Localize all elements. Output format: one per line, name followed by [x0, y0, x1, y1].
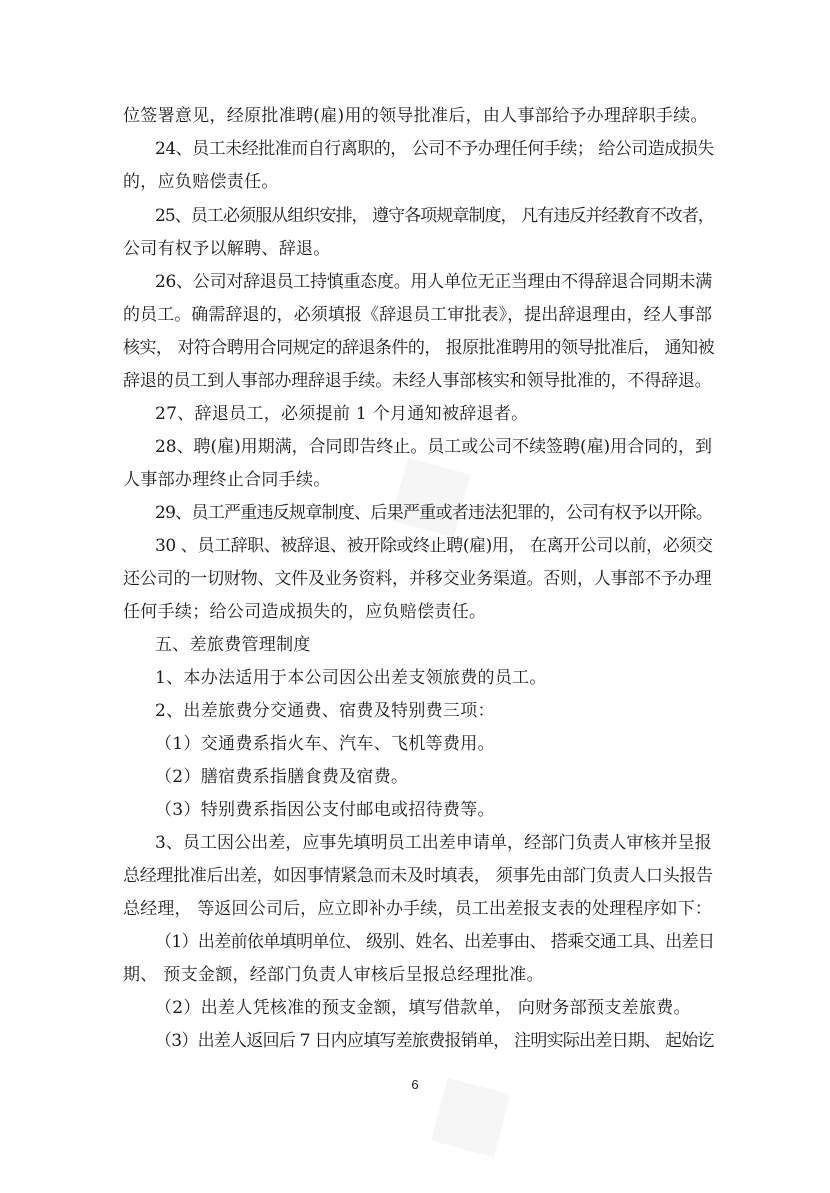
- text-line: （2）出差人凭核准的预支金额，填写借款单， 向财务部预支差旅费。: [155, 998, 691, 1018]
- text-line: 28、聘(雇)用期满，合同即告终止。员工或公司不续签聘(雇)用合同的，到: [155, 437, 712, 457]
- text-line: （3）出差人返回后 7 日内应填写差旅费报销单， 注明实际出差日期、 起始讫: [155, 1031, 714, 1051]
- text-line: 公司有权予以解聘、辞退。: [123, 239, 331, 259]
- text-line: 3、员工因公出差，应事先填明员工出差申请单，经部门负责人审核并呈报: [155, 833, 712, 853]
- text-line: 27、辞退员工，必须提前 1 个月通知被辞退者。: [155, 404, 529, 424]
- text-line: （1）交通费系指火车、汽车、飞机等费用。: [155, 734, 495, 754]
- section-heading: 五、差旅费管理制度: [155, 635, 311, 655]
- text-line: 任何手续；给公司造成损失的，应负赔偿责任。: [123, 602, 487, 622]
- text-line: 核实， 对符合聘用合同规定的辞退条件的， 报原批准聘用的领导批准后， 通知被: [123, 338, 715, 358]
- text-line: 辞退的员工到人事部办理辞退手续。未经人事部核实和领导批准的，不得辞退。: [123, 371, 712, 391]
- text-line: 2、出差旅费分交通费、宿费及特别费三项：: [155, 701, 495, 721]
- text-line: 位签署意见，经原批准聘(雇)用的领导批准后，由人事部给予办理辞职手续。: [123, 106, 708, 126]
- text-line: （3）特别费系指因公支付邮电或招待费等。: [155, 800, 495, 820]
- text-line: 还公司的一切财物、文件及业务资料，并移交业务渠道。否则，人事部不予办理: [123, 569, 712, 589]
- text-line: （2）膳宿费系指膳食费及宿费。: [155, 767, 409, 787]
- text-line: 人事部办理终止合同手续。: [123, 470, 331, 490]
- text-line: 30 、员工辞职、被辞退、被开除或终止聘(雇)用， 在离开公司以前，必须交: [155, 536, 713, 556]
- text-line: 总经理批准后出差，如因事情紧急而未及时填表， 须事先由部门负责人口头报告: [123, 866, 713, 886]
- text-line: 1、本办法适用于本公司因公出差支领旅费的员工。: [155, 668, 547, 688]
- text-line: 29、员工严重违反规章制度、后果严重或者违法犯罪的，公司有权予以开除。: [155, 503, 713, 523]
- text-line: 期、 预支金额，经部门负责人审核后呈报总经理批准。: [123, 965, 544, 985]
- text-line: 的，应负赔偿责任。: [123, 172, 279, 192]
- text-line: 25、员工必须服从组织安排， 遵守各项规章制度， 凡有违反并经教育不改者，: [155, 206, 714, 226]
- text-line: 26、公司对辞退员工持慎重态度。用人单位无正当理由不得辞退合同期未满: [155, 272, 712, 292]
- text-line: （1）出差前依单填明单位、 级别、姓名、出差事由、 搭乘交通工具、出差日: [155, 932, 715, 952]
- text-line: 总经理， 等返回公司后，应立即补办手续，员工出差报支表的处理程序如下：: [123, 899, 713, 919]
- page-number: 6: [411, 1077, 419, 1092]
- text-line: 的员工。确需辞退的，必须填报《辞退员工审批表》，提出辞退理由，经人事部: [123, 305, 712, 325]
- text-line: 24、员工未经批准而自行离职的， 公司不予办理任何手续； 给公司造成损失: [155, 139, 714, 159]
